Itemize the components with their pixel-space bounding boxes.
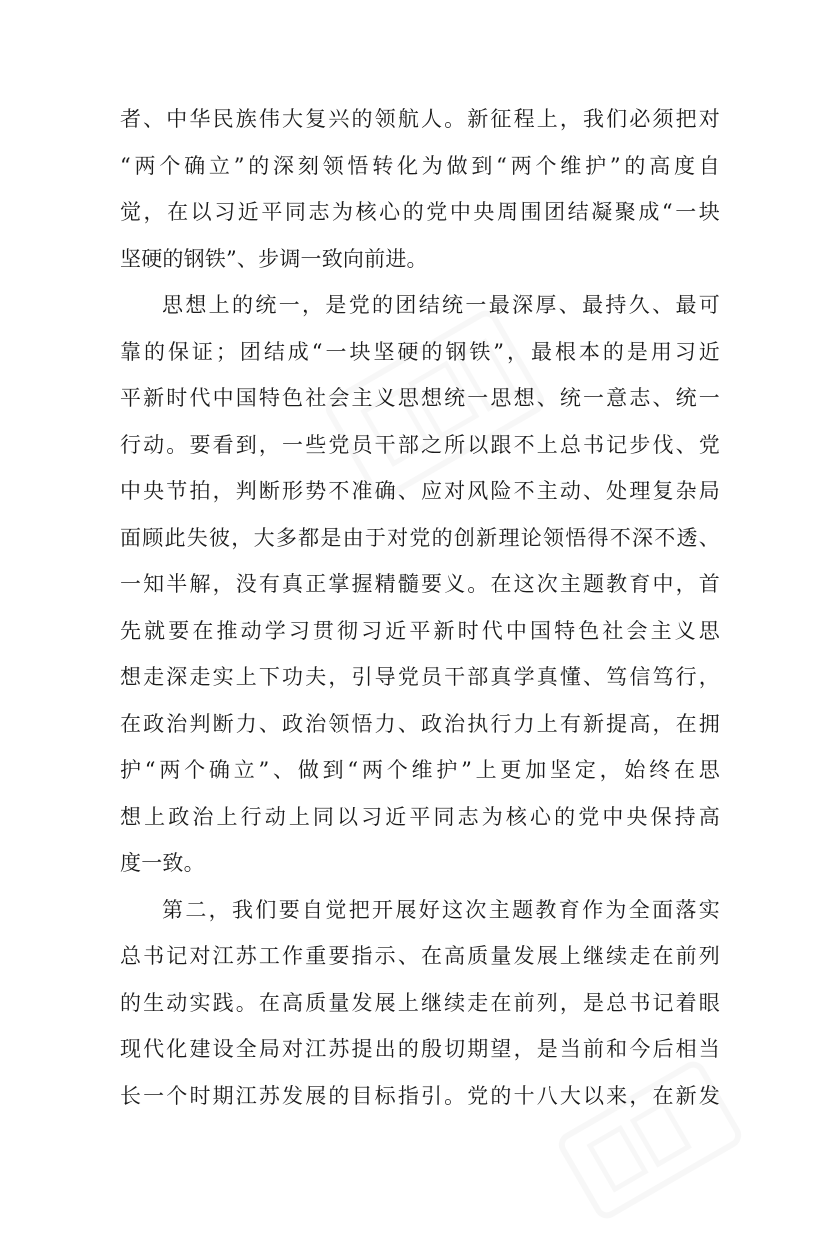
text-line: 想上政治上行动上同以习近平同志为核心的党中央保持高 [120, 804, 720, 829]
document-body [120, 96, 720, 1119]
text-line: 护“两个确立”、做到“两个维护”上更加坚定，始终在思 [120, 758, 720, 782]
text-line: 靠的保证；团结成“一块坚硬的钢铁”，最根本的是用习近 [120, 339, 720, 364]
text-line: 的生动实践。在高质量发展上继续走在前列，是总书记着眼 [120, 990, 720, 1015]
text-line: 现代化建设全局对江苏提出的殷切期望，是当前和今后相当 [120, 1037, 720, 1061]
text-line: 度一致。 [120, 851, 205, 875]
text-line: 行动。要看到，一些党员干部之所以跟不上总书记步伐、党 [120, 432, 720, 457]
text-line: 总书记对江苏工作重要指示、在高质量发展上继续走在前列 [120, 944, 720, 968]
text-line: 想走深走实上下功夫，引导党员干部真学真懂、笃信笃行， [120, 665, 720, 689]
text-line: 思想上的统一，是党的团结统一最深厚、最持久、最可 [162, 293, 720, 317]
text-line: 坚硬的钢铁”、步调一致向前进。 [120, 246, 428, 271]
text-line: 面顾此失彼，大多都是由于对党的创新理论领悟得不深不透、 [120, 525, 720, 550]
text-line: 在政治判断力、政治领悟力、政治执行力上有新提高，在拥 [120, 711, 720, 736]
paragraph [120, 96, 720, 282]
text-line: 平新时代中国特色社会主义思想统一思想、统一意志、统一 [120, 386, 720, 410]
paragraph [120, 282, 720, 887]
text-line: 第二，我们要自觉把开展好这次主题教育作为全面落实 [162, 897, 720, 922]
paragraph [120, 887, 720, 1120]
text-line: “两个确立”的深刻领悟转化为做到“两个维护”的高度自 [120, 153, 720, 178]
text-line: 先就要在推动学习贯彻习近平新时代中国特色社会主义思 [120, 618, 720, 643]
text-line: 觉，在以习近平同志为核心的党中央周围团结凝聚成“一块 [120, 200, 720, 224]
text-line: 者、中华民族伟大复兴的领航人。新征程上，我们必须把对 [120, 107, 720, 131]
text-line: 长一个时期江苏发展的目标指引。党的十八大以来，在新发 [120, 1083, 720, 1108]
text-line: 中央节拍，判断形势不准确、应对风险不主动、处理复杂局 [120, 479, 720, 503]
text-line: 一知半解，没有真正掌握精髓要义。在这次主题教育中，首 [120, 572, 720, 596]
